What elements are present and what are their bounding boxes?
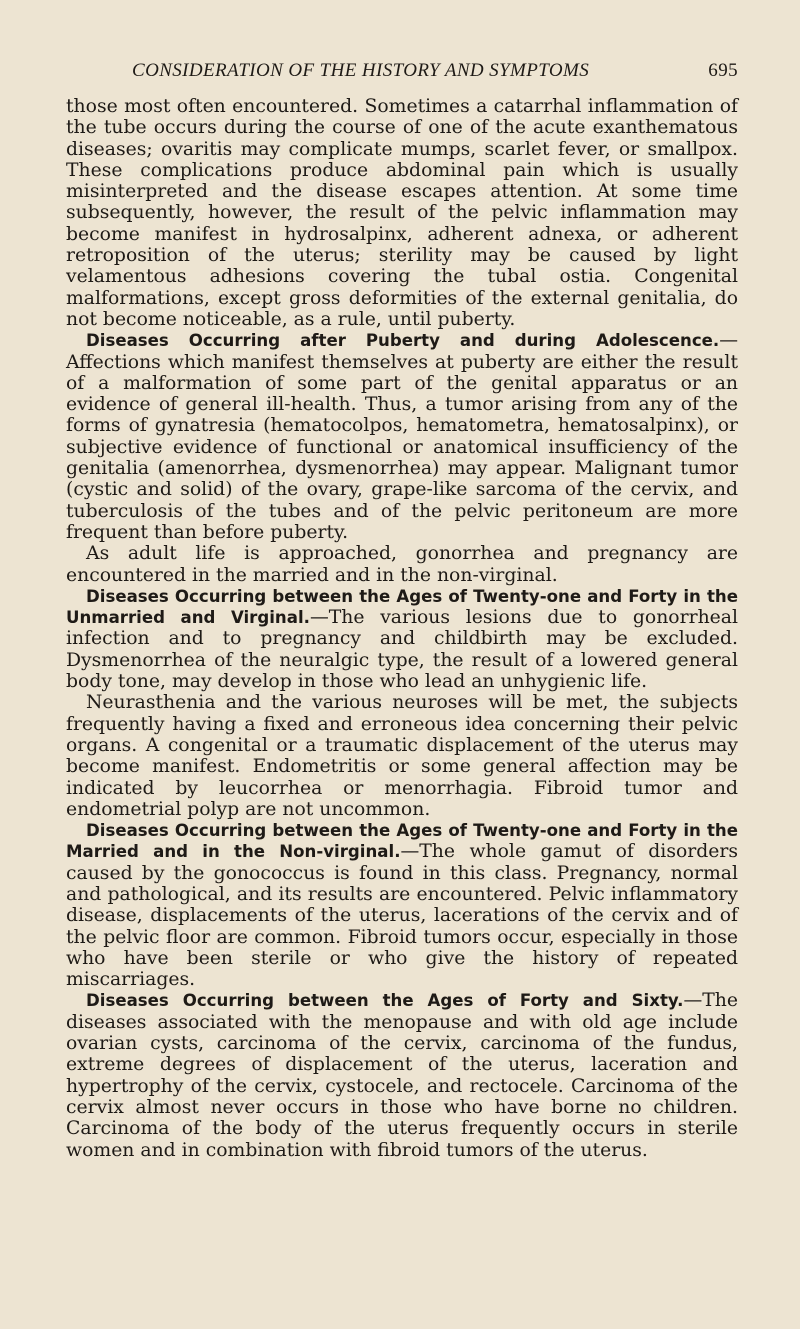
paragraph xyxy=(66,990,738,1160)
paragraph-text: —The various lesions due to gonorrheal infection and to pregnancy and childbirth may be excluded. Dysmenorrhea of the neuralgic type, the result of a lowered general body tone, may develop in those who lead an unhygienic life. xyxy=(66,607,738,693)
page-number: 695 xyxy=(708,60,738,81)
paragraph-text: Neurasthenia and the various neuroses will be met, the subjects frequently having a fixed and erroneous idea concerning their pelvic organs. A congenital or a traumatic displacement of the uterus may become manifest. Endometritis or some general affection may be indicated by leucorrhea or menorrhagia. Fibroid tumor and endometrial polyp are not uncommon. xyxy=(66,692,738,820)
paragraph xyxy=(66,543,738,586)
section-heading: Diseases Occurring between the Ages of Forty and Sixty. xyxy=(86,991,684,1011)
paragraph-text: those most often encountered. Sometimes a catarrhal inflammation of the tube occurs during the course of one of the acute exanthematous diseases; ovaritis may complicate mumps, scarlet fever, or smallpox. These complications produce abdominal pain which is usually misinterpreted and the disease escapes attention. At some time subsequently, however, the result of the pelvic inflammation may become manifest in hydrosalpinx, adherent adnexa, or adherent retroposition of the uterus; sterility may be caused by light velamentous adhesions covering the tubal ostia. Congenital malformations, except gross deformities of the external genitalia, do not become noticeable, as a rule, until puberty. xyxy=(66,96,738,330)
paragraph xyxy=(66,820,738,990)
section-heading: Diseases Occurring between the Ages of Twenty-one and Forty in the Unmarried and Virginal. xyxy=(66,586,738,628)
paragraph-text: —Affections which manifest themselves at puberty are either the result of a malformation of some part of the genital apparatus or an evidence of general ill-health. Thus, a tumor arising from any of the forms of gynatresia (hematocolpos, hematometra, hematosalpinx), or subjective evidence of functional or anatomical insufficiency of the genitalia (amenorrhea, dysmenorrhea) may appear. Malignant tumor (cystic and solid) of the ovary, grape-like sarcoma of the cervix, and tuberculosis of the tubes and of the pelvic peritoneum are more frequent than before puberty. xyxy=(66,330,738,543)
section-heading: Diseases Occurring between the Ages of Twenty-one and Forty in the Married and in the Non-virginal. xyxy=(66,821,738,862)
paragraph xyxy=(66,692,738,820)
paragraph-text: —The diseases associated with the menopause and with old age include ovarian cysts, carcinoma of the cervix, carcinoma of the fundus, extreme degrees of displacement of the uterus, laceration and hypertrophy of the cervix, cystocele, and rectocele. Carcinoma of the cervix almost never occurs in those who have borne no children. Carcinoma of the body of the uterus frequently occurs in sterile women and in combination with fibroid tumors of the uterus. xyxy=(66,990,738,1161)
paragraph xyxy=(66,586,738,692)
paragraph xyxy=(66,96,738,330)
section-heading: Diseases Occurring after Puberty and during Adolescence. xyxy=(86,331,720,351)
paragraph-text: As adult life is approached, gonorrhea and pregnancy are encountered in the married and in the non-virginal. xyxy=(66,543,738,586)
body-text xyxy=(66,96,738,1161)
running-head-title: CONSIDERATION OF THE HISTORY AND SYMPTOMS xyxy=(132,60,590,81)
paragraph-text: —The whole gamut of disorders caused by the gonococcus is found in this class. Pregnancy, normal and pathological, and its results are encountered. Pelvic inflammatory disease, displacements of the uterus, lacerations of the cervix and of the pelvic floor are common. Fibroid tumors occur, especially in those who have been sterile or who give the history of repeated miscarriages. xyxy=(66,841,738,991)
paragraph xyxy=(66,330,738,543)
